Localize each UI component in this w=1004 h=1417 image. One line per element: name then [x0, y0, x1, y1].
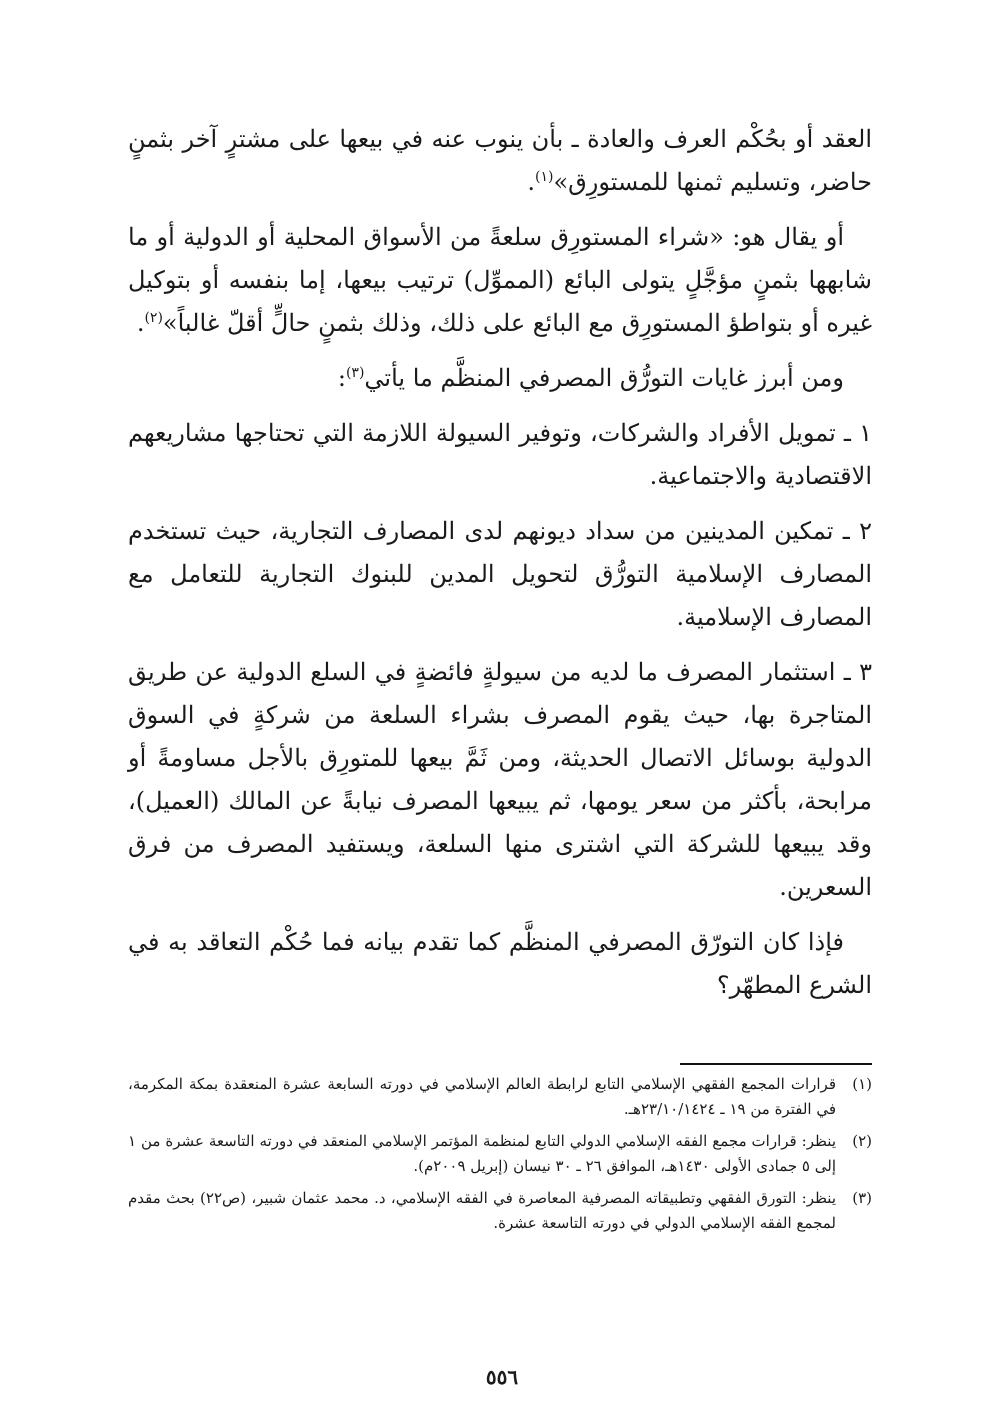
page-number: ٥٥٦ [485, 1365, 519, 1389]
footnote-1-text: قرارات المجمع الفقهي الإسلامي التابع لرابطة العالم الإسلامي في دورته السابعة عشرة المنعقدة بمكة المكرمة، في الفترة من ١٩ ـ ٢٣/١٠/١٤٢٤هـ. [128, 1075, 836, 1118]
paragraph-2-text: أو يقال هو: «شراء المستورِق سلعةً من الأسواق المحلية أو الدولية أو ما شابهها بثمنٍ مؤجَّلٍ يتولى البائع (المموِّل) ترتيب بيعها، إما بنفسه أو بتوكيل غيره أو بتواطؤ المستورِق مع البائع على ذلك، وذلك بثمنٍ حالٍّ أقلّ غالباً» [128, 223, 872, 337]
list-item-1-text: ١ ـ تمويل الأفراد والشركات، وتوفير السيولة اللازمة التي تحتاجها مشاريعهم الاقتصادية والاجتماعية. [128, 419, 872, 490]
footnote-3-number: (٣) [852, 1189, 872, 1207]
list-item-1 [128, 412, 872, 498]
list-item-2-text: ٢ ـ تمكين المدينين من سداد ديونهم لدى المصارف التجارية، حيث تستخدم المصارف الإسلامية التورُّق لتحويل المدين للبنوك التجارية للتعامل مع المصارف الإسلامية. [128, 517, 872, 631]
paragraph-1-text: العقد أو بحُكْم العرف والعادة ـ بأن ينوب عنه في بيعها على مشترٍ آخر بثمنٍ حاضر، وتسليم ثمنها للمستورِق» [128, 125, 872, 196]
paragraph-1 [128, 118, 872, 204]
list-item-3-text: ٣ ـ استثمار المصرف ما لديه من سيولةٍ فائضةٍ في السلع الدولية عن طريق المتاجرة بها، حيث يقوم المصرف بشراء السلعة من شركةٍ في السوق الدولية بوسائل الاتصال الحديثة، ومن ثَمَّ بيعها للمتورِق بالأجل مساومةً أو مرابحة، بأكثر من سعر يومها، ثم يبيعها المصرف نيابةً عن المالك (العميل)، وقد يبيعها للشركة التي اشترى منها السلعة، ويستفيد المصرف من فرق السعرين. [128, 658, 872, 901]
paragraph-2 [128, 216, 872, 345]
paragraph-question [128, 921, 872, 1007]
footnote-ref-2: (٢) [144, 310, 163, 326]
footnote-1 [128, 1072, 872, 1122]
paragraph-2-tail: . [136, 309, 145, 337]
footnote-2 [128, 1129, 872, 1179]
footnote-ref-1: (١) [535, 169, 554, 185]
footnote-2-text: ينظر: قرارات مجمع الفقه الإسلامي الدولي التابع لمنظمة المؤتمر الإسلامي المنعقد في دورته التاسعة عشرة من ١ إلى ٥ جمادى الأولى ١٤٣٠هـ، الموافق ٢٦ ـ ٣٠ نيسان (إبريل ٢٠٠٩م). [128, 1132, 836, 1175]
list-item-2 [128, 510, 872, 639]
footnote-ref-3: (٣) [345, 365, 365, 381]
footnote-divider [680, 1063, 872, 1065]
list-item-3 [128, 651, 872, 909]
footnote-3-text: ينظر: التورق الفقهي وتطبيقاته المصرفية المعاصرة في الفقه الإسلامي، د. محمد عثمان شبير، (ص٢٢) بحث مقدم لمجمع الفقه الإسلامي الدولي في دورته التاسعة عشرة. [128, 1189, 836, 1232]
footnotes [128, 1072, 872, 1243]
paragraph-3-text: ومن أبرز غايات التورُّق المصرفي المنظَّم ما يأتي [364, 364, 844, 392]
paragraph-1-tail: . [527, 168, 536, 196]
paragraph-question-text: فإذا كان التورّق المصرفي المنظَّم كما تقدم بيانه فما حُكْم التعاقد به في الشرع المطهّر؟ [128, 928, 872, 999]
footnote-1-number: (١) [852, 1075, 872, 1093]
footnote-3 [128, 1186, 872, 1236]
footnote-2-number: (٢) [852, 1132, 872, 1150]
paragraph-3 [128, 357, 872, 400]
paragraph-3-tail: : [337, 364, 346, 392]
body-text [128, 118, 872, 1019]
